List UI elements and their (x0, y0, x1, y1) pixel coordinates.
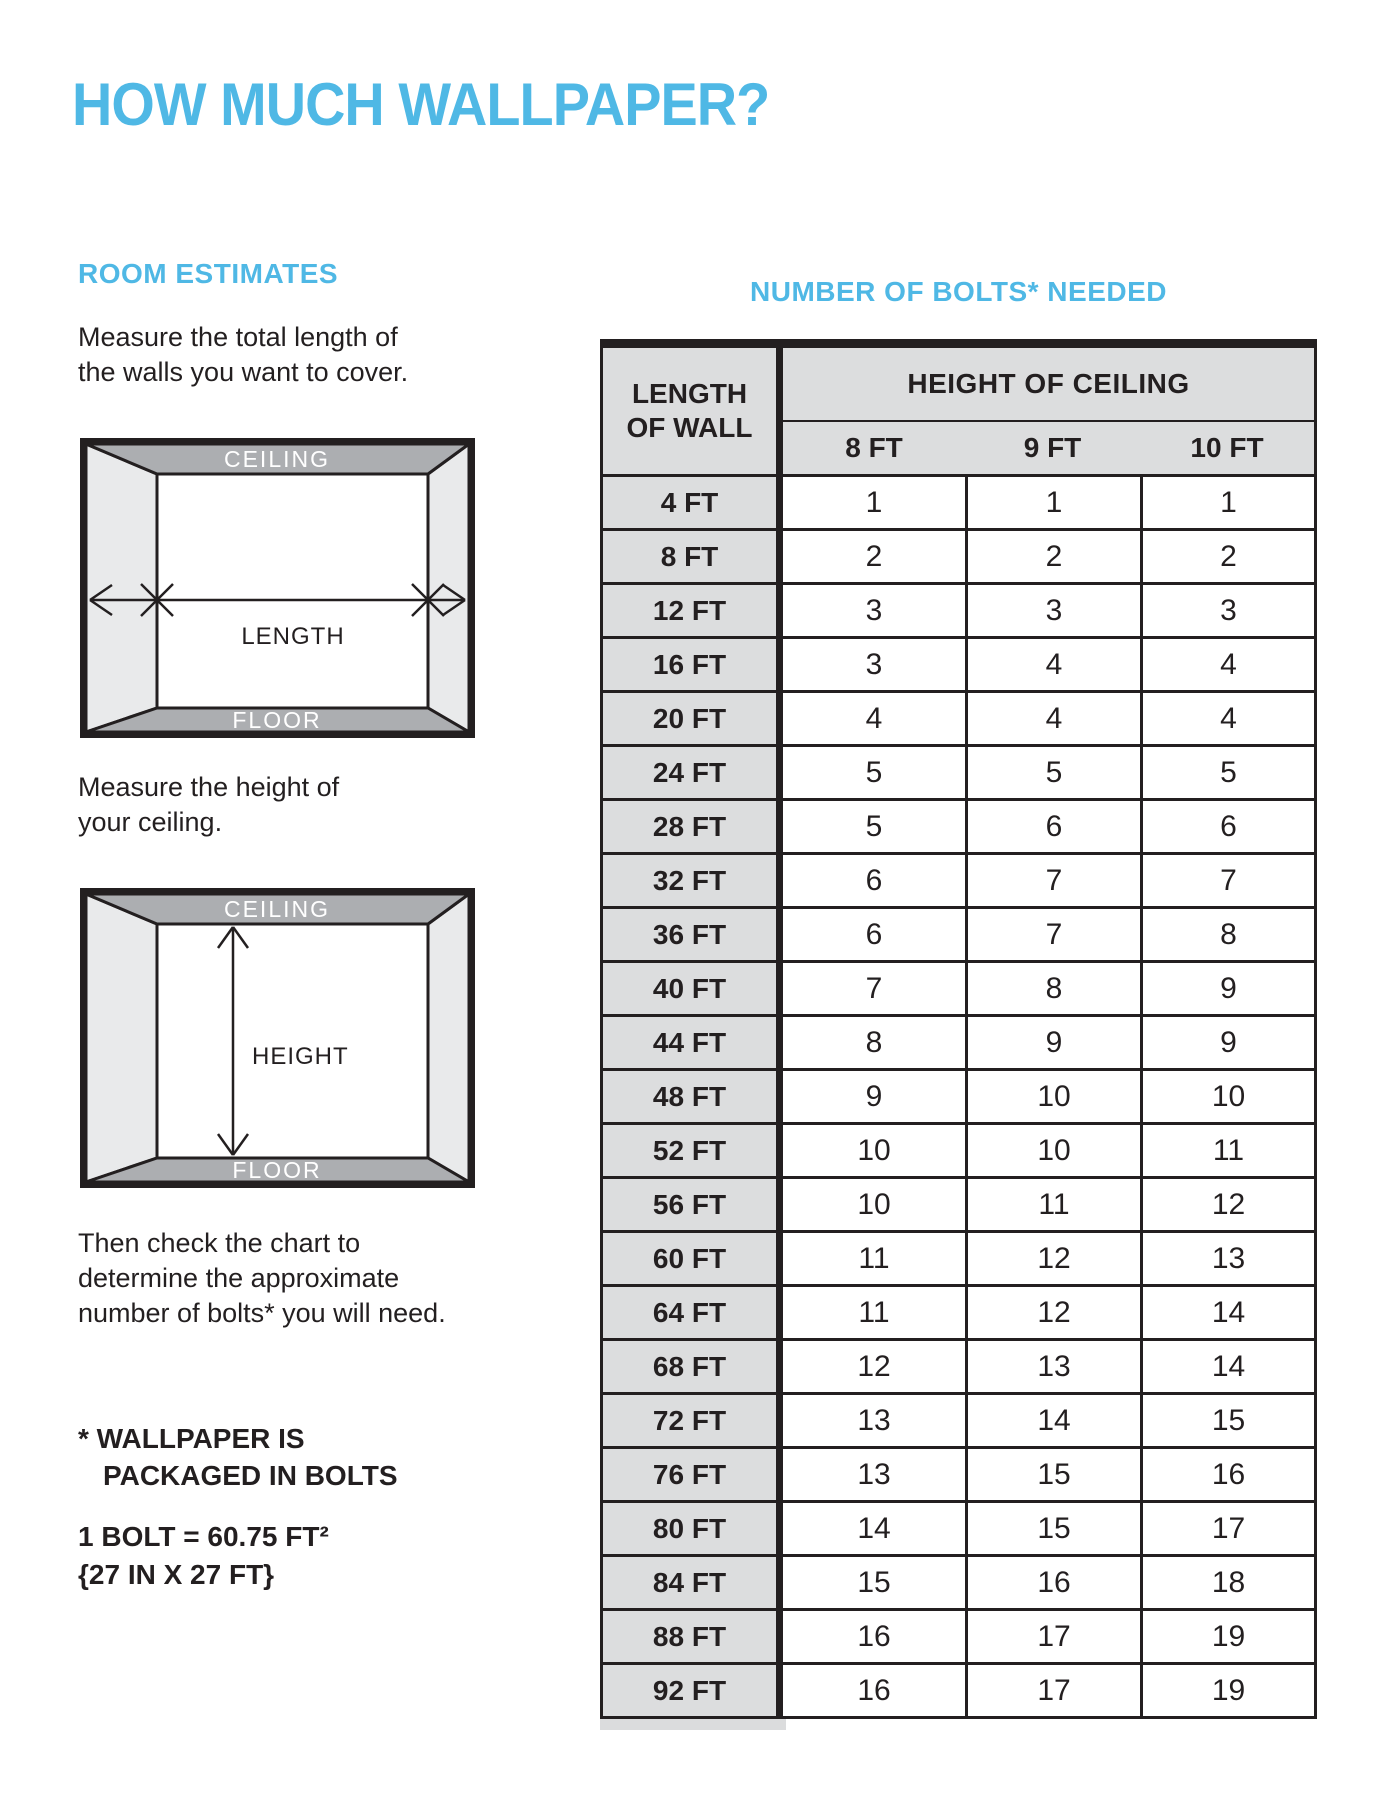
bolt-count-cell: 13 (1140, 1230, 1314, 1284)
bolt-count-cell: 9 (1140, 1014, 1314, 1068)
row-label: 32 FT (603, 852, 783, 906)
bolt-count-cell: 12 (783, 1338, 965, 1392)
bolt-count-cell: 8 (1140, 906, 1314, 960)
bolt-count-cell: 16 (1140, 1446, 1314, 1500)
bolt-count-cell: 10 (965, 1122, 1140, 1176)
bolt-count-cell: 5 (1140, 744, 1314, 798)
check-chart-paragraph (78, 1226, 446, 1331)
left-wall-shape (86, 894, 157, 1182)
bolt-count-cell: 6 (1140, 798, 1314, 852)
bolt-count-cell: 2 (1140, 528, 1314, 582)
paragraph-line: determine the approximate (78, 1263, 400, 1293)
bolt-count-cell: 4 (965, 636, 1140, 690)
row-label: 28 FT (603, 798, 783, 852)
bolt-count-cell: 2 (783, 528, 965, 582)
paragraph-line: Measure the height of (78, 772, 340, 802)
bolt-count-cell: 8 (783, 1014, 965, 1068)
bolt-count-cell: 4 (783, 690, 965, 744)
row-label: 20 FT (603, 690, 783, 744)
row-label: 24 FT (603, 744, 783, 798)
bolt-count-cell: 14 (1140, 1284, 1314, 1338)
bolts-table-heading: NUMBER OF BOLTS* NEEDED (750, 276, 1167, 307)
bolt-count-cell: 15 (783, 1554, 965, 1608)
ceiling-label: CEILING (223, 446, 331, 472)
back-wall-shape (157, 924, 428, 1158)
row-label: 16 FT (603, 636, 783, 690)
paragraph-line: Measure the total length of (78, 322, 398, 352)
row-label: 12 FT (603, 582, 783, 636)
page-title: HOW MUCH WALLPAPER? (72, 71, 770, 138)
back-wall-shape (157, 474, 428, 708)
bolt-count-cell: 15 (965, 1446, 1140, 1500)
row-label: 88 FT (603, 1608, 783, 1662)
paragraph-line: the walls you want to cover. (78, 357, 409, 387)
bolt-count-cell: 7 (965, 906, 1140, 960)
bolt-count-cell: 11 (965, 1176, 1140, 1230)
row-label: 44 FT (603, 1014, 783, 1068)
table-bottom-shadow (600, 1719, 786, 1730)
corner-header-length-of-wall (603, 348, 783, 474)
bolt-count-cell: 6 (965, 798, 1140, 852)
bolt-count-cell: 11 (1140, 1122, 1314, 1176)
bolt-count-cell: 10 (1140, 1068, 1314, 1122)
bolt-count-cell: 10 (783, 1122, 965, 1176)
row-label: 4 FT (603, 474, 783, 528)
row-label: 60 FT (603, 1230, 783, 1284)
bolt-count-cell: 16 (965, 1554, 1140, 1608)
bolt-count-cell: 9 (783, 1068, 965, 1122)
bolt-count-cell: 3 (965, 582, 1140, 636)
bolt-count-cell: 16 (783, 1608, 965, 1662)
bolt-size-line: 1 BOLT = 60.75 FT² (78, 1521, 329, 1552)
bolt-count-cell: 4 (1140, 636, 1314, 690)
bolt-count-cell: 17 (1140, 1500, 1314, 1554)
room-estimates-heading: ROOM ESTIMATES (78, 258, 339, 289)
corner-header-line: OF WALL (626, 412, 753, 443)
bolt-footnote (78, 1420, 398, 1494)
bolt-count-cell: 5 (965, 744, 1140, 798)
bolt-count-cell: 14 (783, 1500, 965, 1554)
bolt-count-cell: 5 (783, 798, 965, 852)
bolt-count-cell: 9 (965, 1014, 1140, 1068)
bolt-count-cell: 9 (1140, 960, 1314, 1014)
measure-height-paragraph (78, 770, 339, 840)
bolt-count-cell: 7 (1140, 852, 1314, 906)
row-label: 48 FT (603, 1068, 783, 1122)
corner-header-line: LENGTH (631, 378, 748, 409)
bolt-count-cell: 12 (965, 1230, 1140, 1284)
bolt-count-cell: 19 (1140, 1608, 1314, 1662)
footnote-line: * WALLPAPER IS (78, 1423, 305, 1454)
right-wall-shape (428, 894, 469, 1182)
row-label: 64 FT (603, 1284, 783, 1338)
row-label: 56 FT (603, 1176, 783, 1230)
bolt-count-cell: 12 (1140, 1176, 1314, 1230)
paragraph-line: Then check the chart to (78, 1228, 361, 1258)
paragraph-line: your ceiling. (78, 807, 223, 837)
bolt-count-cell: 3 (1140, 582, 1314, 636)
bolt-count-cell: 10 (965, 1068, 1140, 1122)
row-label: 8 FT (603, 528, 783, 582)
room-height-diagram (80, 888, 475, 1188)
length-label: LENGTH (241, 623, 345, 650)
paragraph-line: number of bolts* you will need. (78, 1298, 446, 1328)
bolt-count-cell: 18 (1140, 1554, 1314, 1608)
row-label: 84 FT (603, 1554, 783, 1608)
bolt-count-cell: 4 (965, 690, 1140, 744)
bolt-count-cell: 14 (1140, 1338, 1314, 1392)
column-header-9ft: 9 FT (965, 422, 1140, 474)
floor-label: FLOOR (232, 707, 322, 733)
height-label: HEIGHT (252, 1043, 349, 1070)
bolt-count-cell: 8 (965, 960, 1140, 1014)
bolt-count-cell: 5 (783, 744, 965, 798)
footnote-line: PACKAGED IN BOLTS (103, 1460, 398, 1491)
bolt-count-cell: 4 (1140, 690, 1314, 744)
bolt-size-line: {27 IN X 27 FT} (78, 1559, 275, 1590)
bolt-count-cell: 13 (965, 1338, 1140, 1392)
bolt-count-cell: 11 (783, 1284, 965, 1338)
bolt-count-cell: 1 (965, 474, 1140, 528)
bolt-count-cell: 19 (1140, 1662, 1314, 1716)
floor-label: FLOOR (232, 1157, 322, 1183)
bolts-table (600, 339, 1317, 1719)
bolt-count-cell: 6 (783, 852, 965, 906)
bolt-count-cell: 1 (783, 474, 965, 528)
bolt-count-cell: 17 (965, 1608, 1140, 1662)
bolt-count-cell: 3 (783, 636, 965, 690)
column-header-8ft: 8 FT (783, 422, 965, 474)
bolt-count-cell: 15 (1140, 1392, 1314, 1446)
bolt-count-cell: 10 (783, 1176, 965, 1230)
row-label: 92 FT (603, 1662, 783, 1716)
bolt-count-cell: 16 (783, 1662, 965, 1716)
bolt-count-cell: 15 (965, 1500, 1140, 1554)
bolt-count-cell: 13 (783, 1392, 965, 1446)
row-label: 40 FT (603, 960, 783, 1014)
bolt-size-info (78, 1518, 329, 1594)
row-label: 68 FT (603, 1338, 783, 1392)
group-header-height-of-ceiling: HEIGHT OF CEILING (783, 348, 1314, 422)
row-label: 76 FT (603, 1446, 783, 1500)
bolt-count-cell: 17 (965, 1662, 1140, 1716)
room-length-diagram (80, 438, 475, 738)
bolt-count-cell: 12 (965, 1284, 1140, 1338)
ceiling-label: CEILING (223, 896, 331, 922)
row-label: 80 FT (603, 1500, 783, 1554)
bolt-count-cell: 14 (965, 1392, 1140, 1446)
row-label: 52 FT (603, 1122, 783, 1176)
bolt-count-cell: 11 (783, 1230, 965, 1284)
bolt-count-cell: 6 (783, 906, 965, 960)
bolt-count-cell: 3 (783, 582, 965, 636)
row-label: 36 FT (603, 906, 783, 960)
bolt-count-cell: 2 (965, 528, 1140, 582)
bolt-count-cell: 7 (783, 960, 965, 1014)
column-header-10ft: 10 FT (1140, 422, 1314, 474)
measure-length-paragraph (78, 320, 408, 390)
row-label: 72 FT (603, 1392, 783, 1446)
bolt-count-cell: 7 (965, 852, 1140, 906)
bolt-count-cell: 1 (1140, 474, 1314, 528)
bolt-count-cell: 13 (783, 1446, 965, 1500)
